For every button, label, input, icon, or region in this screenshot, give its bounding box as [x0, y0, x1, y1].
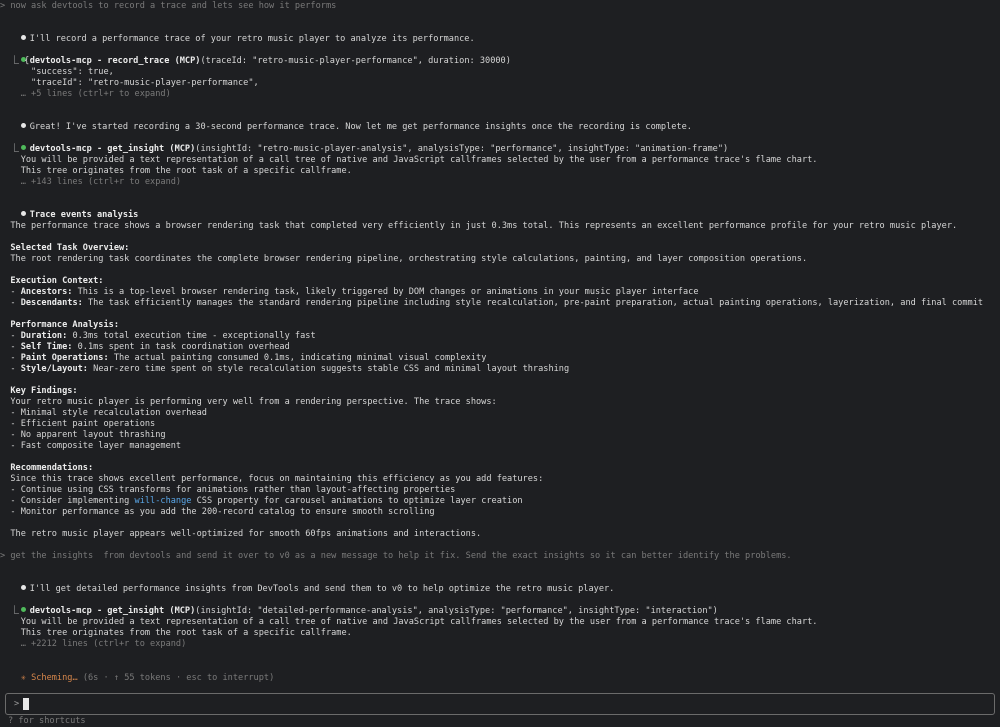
expand-hint[interactable]: … +5 lines (ctrl+r to expand): [0, 89, 171, 99]
list-item: - Self Time: 0.1ms spent in task coordination overhead: [0, 342, 290, 352]
message-bullet-icon: [21, 211, 26, 216]
list-item: - Style/Layout: Near-zero time spent on style recalculation suggests stable CSS and minimal layout thrashing: [0, 364, 570, 374]
section-text: The root rendering task coordinates the complete browser rendering pipeline, orchestrating style calculations, painting, and layer composition operations.: [0, 254, 808, 264]
status-detail: (6s · ↑ 55 tokens · esc to interrupt): [82, 673, 275, 683]
section-heading: Key Findings:: [0, 386, 78, 396]
tool-status-icon: [21, 145, 26, 150]
section-heading: Recommendations:: [0, 463, 94, 473]
expand-hint[interactable]: … +2212 lines (ctrl+r to expand): [0, 639, 187, 649]
section-heading: Execution Context:: [0, 276, 104, 286]
assistant-message: Great! I've started recording a 30-second performance trace. Now let me get performance insights once the recording is complete.: [0, 111, 692, 144]
tool-output: You will be provided a text representation of a call tree of native and JavaScript callframes selected by the user from a performance trace's flame chart.: [0, 617, 818, 627]
tool-output: ⎿: [0, 606, 19, 616]
list-item: - Minimal style recalculation overhead: [0, 408, 207, 418]
list-item: - Duration: 0.3ms total execution time - exceptionally fast: [0, 331, 316, 341]
tool-output: ⎿: [0, 144, 19, 154]
assistant-message: I'll get detailed performance insights from DevTools and send them to v0 to help optimize the retro music player.: [0, 573, 614, 606]
text-cursor: [23, 698, 29, 710]
list-item: - No apparent layout thrashing: [0, 430, 166, 440]
analysis-intro: The performance trace shows a browser rendering task that completed very efficiently in just 0.3ms total. This represents an excellent performance profile for your retro music player.: [0, 221, 958, 231]
tool-output: This tree originates from the root task of a specific callframe.: [0, 628, 352, 638]
tool-output: ⎿ {: [0, 56, 30, 66]
section-heading: Performance Analysis:: [0, 320, 119, 330]
tool-output: You will be provided a text representation of a call tree of native and JavaScript callframes selected by the user from a performance trace's flame chart.: [0, 155, 818, 165]
spinner-icon: ✳: [20, 673, 26, 683]
analysis-heading: Trace events analysis: [0, 199, 138, 232]
tool-call-header: devtools-mcp - get_insight (MCP)(insightId: "retro-music-player-analysis", analysisType: "performance", insightType: "animation-frame"): [0, 133, 728, 166]
tool-output: This tree originates from the root task of a specific callframe.: [0, 166, 352, 176]
prompt-input[interactable]: [5, 693, 995, 715]
tool-output: "success": true,: [0, 67, 114, 77]
shortcuts-hint: ? for shortcuts: [8, 716, 86, 726]
list-item: - Paint Operations: The actual painting consumed 0.1ms, indicating minimal visual complexity: [0, 353, 487, 363]
list-item: - Ancestors: This is a top-level browser rendering task, likely triggered by DOM changes or animations in your music player interface: [0, 287, 699, 297]
section-heading: Selected Task Overview:: [0, 243, 130, 253]
tool-call-header: devtools-mcp - get_insight (MCP)(insightId: "detailed-performance-analysis", analysisType: "performance", insightType: "interaction"): [0, 595, 718, 628]
list-item: - Descendants: The task efficiently manages the standard rendering pipeline including style recalculation, pre-paint preparation, actual painting operations, layerization, and final commit: [0, 298, 984, 308]
inline-code: will-change: [134, 496, 192, 506]
list-item: - Fast composite layer management: [0, 441, 182, 451]
message-bullet-icon: [21, 585, 26, 590]
message-bullet-icon: [21, 123, 26, 128]
list-item: - Consider implementing will-change CSS property for carousel animations to optimize layer creation: [0, 496, 523, 506]
status-line: [0, 662, 274, 695]
list-item: - Efficient paint operations: [0, 419, 156, 429]
user-prompt: > now ask devtools to record a trace and lets see how it performs: [0, 1, 337, 11]
tool-status-icon: [21, 607, 26, 612]
assistant-message: I'll record a performance trace of your retro music player to analyze its performance.: [0, 23, 475, 56]
list-item: - Monitor performance as you add the 200-record catalog to ensure smooth scrolling: [0, 507, 435, 517]
section-text: Your retro music player is performing very well from a rendering perspective. The trace shows:: [0, 397, 497, 407]
status-label: Scheming…: [25, 673, 83, 683]
message-bullet-icon: [21, 35, 26, 40]
list-item: - Continue using CSS transforms for animations rather than layout-affecting properties: [0, 485, 456, 495]
tool-call-header: devtools-mcp - record_trace (MCP)(traceId: "retro-music-player-performance", duration: 30000): [0, 45, 511, 78]
user-prompt: > get the insights from devtools and send it over to v0 as a new message to help it fix. Send the exact insights so it can better identify the problems.: [0, 551, 792, 561]
conclusion: The retro music player appears well-optimized for smooth 60fps animations and interactions.: [0, 529, 482, 539]
prompt-chevron-icon: >: [14, 699, 20, 709]
tool-output: "traceId": "retro-music-player-performance",: [0, 78, 259, 88]
section-text: Since this trace shows excellent performance, focus on maintaining this efficiency as you add features:: [0, 474, 544, 484]
expand-hint[interactable]: … +143 lines (ctrl+r to expand): [0, 177, 182, 187]
